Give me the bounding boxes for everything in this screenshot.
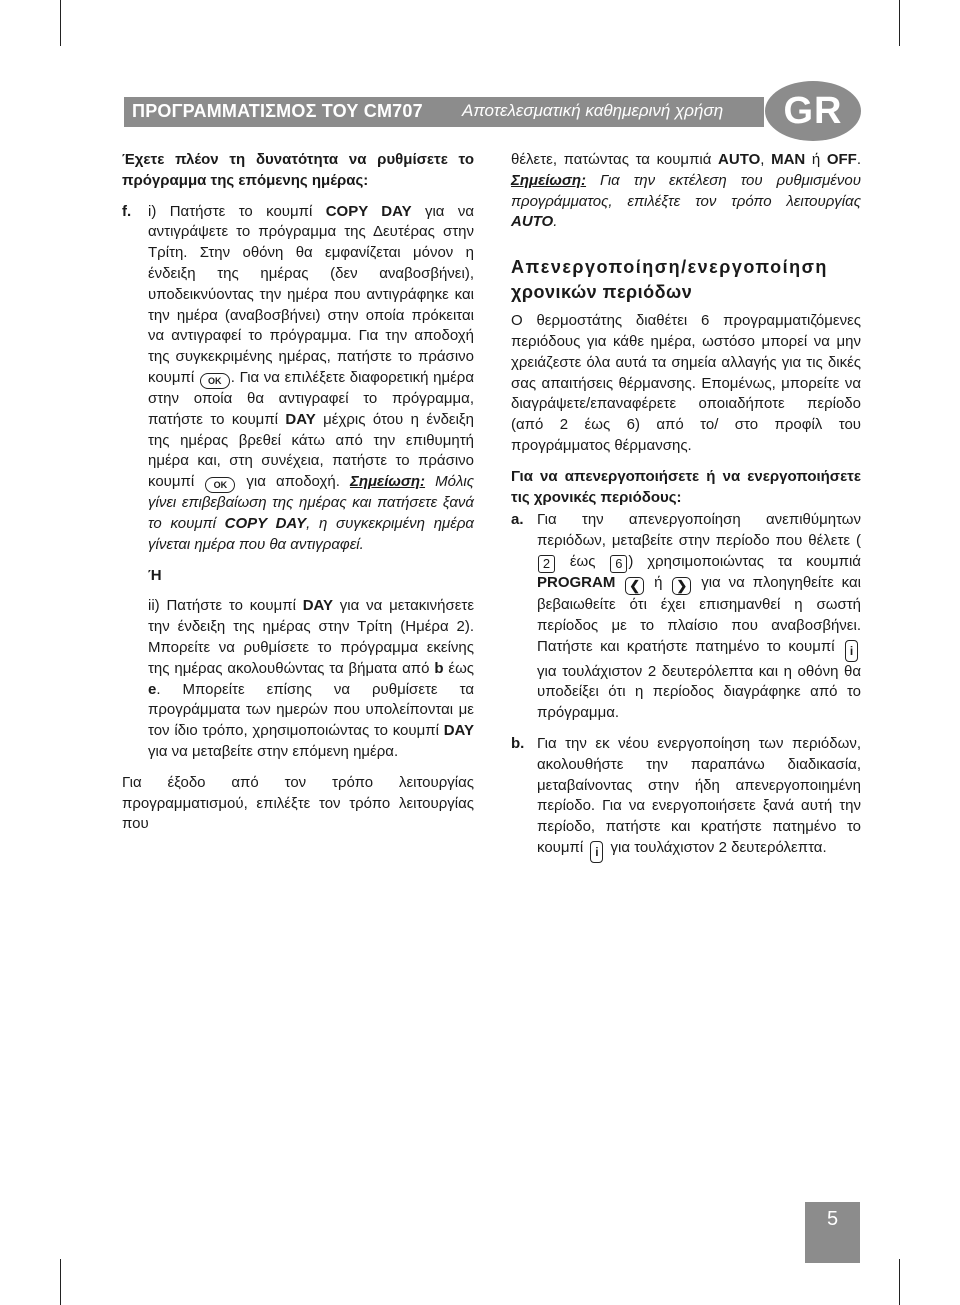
step-b-text: Για την εκ νέου ενεργοποίηση των περιόδων, ακολουθήστε την παραπάνω διαδικασία, μεταβαίνοντας στην ήδη απενεργοποιημένη περίοδο. Για να ενεργοποιήσετε ξανά αυτή την περίοδο, πατήστε και κρατήστε πατημένο το κουμπί i για τουλάχιστον 2 δευτερόλεπτα. <box>537 734 861 863</box>
exit-text: Για έξοδο από τον τρόπο λειτουργίας προγραμματισμού, επιλέξτε τον τρόπο λειτουργίας που <box>122 773 474 833</box>
note-label: Σημείωση: <box>511 171 587 189</box>
page-number: 5 <box>805 1202 860 1263</box>
language-badge: GR <box>765 81 861 141</box>
step-f-marker: f. <box>122 202 132 220</box>
day-label: DAY <box>285 410 316 428</box>
ok-button-icon: OK <box>200 373 230 389</box>
or-separator: Ή <box>148 566 162 584</box>
step-a-marker: a. <box>511 511 524 529</box>
crop-mark <box>899 1259 900 1305</box>
copy-day-label: COPY DAY <box>325 202 412 220</box>
crop-mark <box>899 0 900 46</box>
info-button-icon: i <box>590 841 603 863</box>
right-column <box>511 150 861 863</box>
intro-text: Έχετε πλέον τη δυνατότητα να ρυθμίσετε το πρόγραμμα της επόμενης ημέρας: <box>122 151 474 189</box>
day-label: DAY <box>302 597 334 615</box>
header-title: ΠΡΟΓΡΑΜΜΑΤΙΣΜΟΣ ΤΟΥ CM707 <box>132 101 423 121</box>
day-label: DAY <box>443 722 474 740</box>
step-a <box>511 510 861 724</box>
copy-day-label: COPY DAY <box>224 514 307 532</box>
left-column <box>122 150 474 835</box>
step-f-text: i) Πατήστε το κουμπί COPY DAY για να αντιγράψετε το πρόγραμμα της Δευτέρας στην Τρίτη. Στην οθόνη θα εμφανίζεται μόνον η ένδειξη της ημέρας (δεν αναβοσβήνει), υποδεικνύοντας την ημέρα που αντιγράφηκε και την ημέρα (αναβοσβήνει) στην οποία πρόκειται να αντιγραφεί το πρόγραμμα. Για την αποδοχή της συγκεκριμένης ημέρας, πατήστε το πράσινο κουμπί OK . Για να επιλέξετε διαφορετική ημέρα στην οποία θα αντιγραφεί το πρόγραμμα, πατήστε το κουμπί DAY μέχρις ότου η ένδειξη της ημέρας βρεθεί κάτω από την επιθυμητή ημέρα και, στη συνέχεια, πατήστε το πράσινο κουμπί OK για αποδοχή. Σημείωση: Μόλις γίνει επιβεβαίωση της ημέρας και πατήσετε ξανά το κουμπί COPY DAY, η συγκεκριμένη ημέρα γίνεται ημέρα που θα αντιγραφεί. <box>148 202 475 553</box>
section-title: Απενεργοποίηση/ενεργοποίηση <box>511 257 828 278</box>
continuation-text: θέλετε, πατώντας τα κουμπιά AUTO, MAN ή OFF. Σημείωση: Για την εκτέλεση του ρυθμισμένου προγράμματος, επιλέξτε τον τρόπο λειτουργίας AUTO. <box>511 151 861 231</box>
left-arrow-button-icon: ❮ <box>625 577 644 595</box>
step-f-ii-text: ii) Πατήστε το κουμπί DAY για να μετακινήσετε την ένδειξη της ημέρας στην Τρίτη (Ημέρα 2). Μπορείτε να ρυθμίσετε το πρόγραμμα εκείνης της ημέρας ακολουθώντας τα βήματα από b έως e. Μπορείτε επίσης να ρυθμίσετε τα προγράμματα των ημερών που υπολείπονται με τον ίδιο τρόπο, χρησιμοποιώντας το κουμπί DAY για να μεταβείτε στην επόμενη ημέρα. <box>148 597 475 760</box>
subheading: Για να απενεργοποιήσετε ή να ενεργοποιήσετε τις χρονικές περιόδους: <box>511 467 861 506</box>
crop-mark <box>60 0 61 46</box>
step-b <box>511 734 861 863</box>
info-button-icon: i <box>845 640 858 662</box>
step-f <box>122 202 474 763</box>
period-2-icon: 2 <box>538 555 555 573</box>
program-label: PROGRAM <box>537 573 616 591</box>
crop-mark <box>60 1259 61 1305</box>
header-subtitle: Αποτελεσματική καθημερινή χρήση <box>462 101 724 120</box>
section-paragraph: Ο θερμοστάτης διαθέτει 6 προγραμματιζόμενες περιόδους για κάθε ημέρα, ωστόσο μπορεί να μην χρειάζεστε όλα αυτά τα σημεία αλλαγής για τις δικές σας απαιτήσεις θέρμανσης. Επομένως, μπορείτε να διαγράψετε/επαναφέρετε οποιαδήποτε περίοδο (από 2 έως 6) από το/ στο προφίλ του προγράμματος θέρμανσης. <box>511 312 861 454</box>
step-a-text: Για την απενεργοποίηση ανεπιθύμητων περιόδων, μεταβείτε στην περίοδο που θέλετε (2 έως 6 ) χρησιμοποιώντας τα κουμπιά PROGRAM ❮ ή ❯ για να πλοηγηθείτε και βεβαιωθείτε ότι έχει επισημανθεί η σωστή περίοδος με το πλαίσιο που αναβοσβήνει. Πατήστε και κρατήστε πατημένο το κουμπί i για τουλάχιστον 2 δευτερόλεπτα και η οθόνη θα υποδείξει ότι η περίοδος διαγράφηκε από το πρόγραμμα. <box>537 511 861 722</box>
section-title-line2: χρονικών περιόδων <box>511 282 693 303</box>
ok-button-icon: OK <box>205 477 235 493</box>
right-arrow-button-icon: ❯ <box>672 577 691 595</box>
step-b-marker: b. <box>511 734 525 752</box>
note-label: Σημείωση: <box>349 473 426 491</box>
period-6-icon: 6 <box>610 555 627 573</box>
